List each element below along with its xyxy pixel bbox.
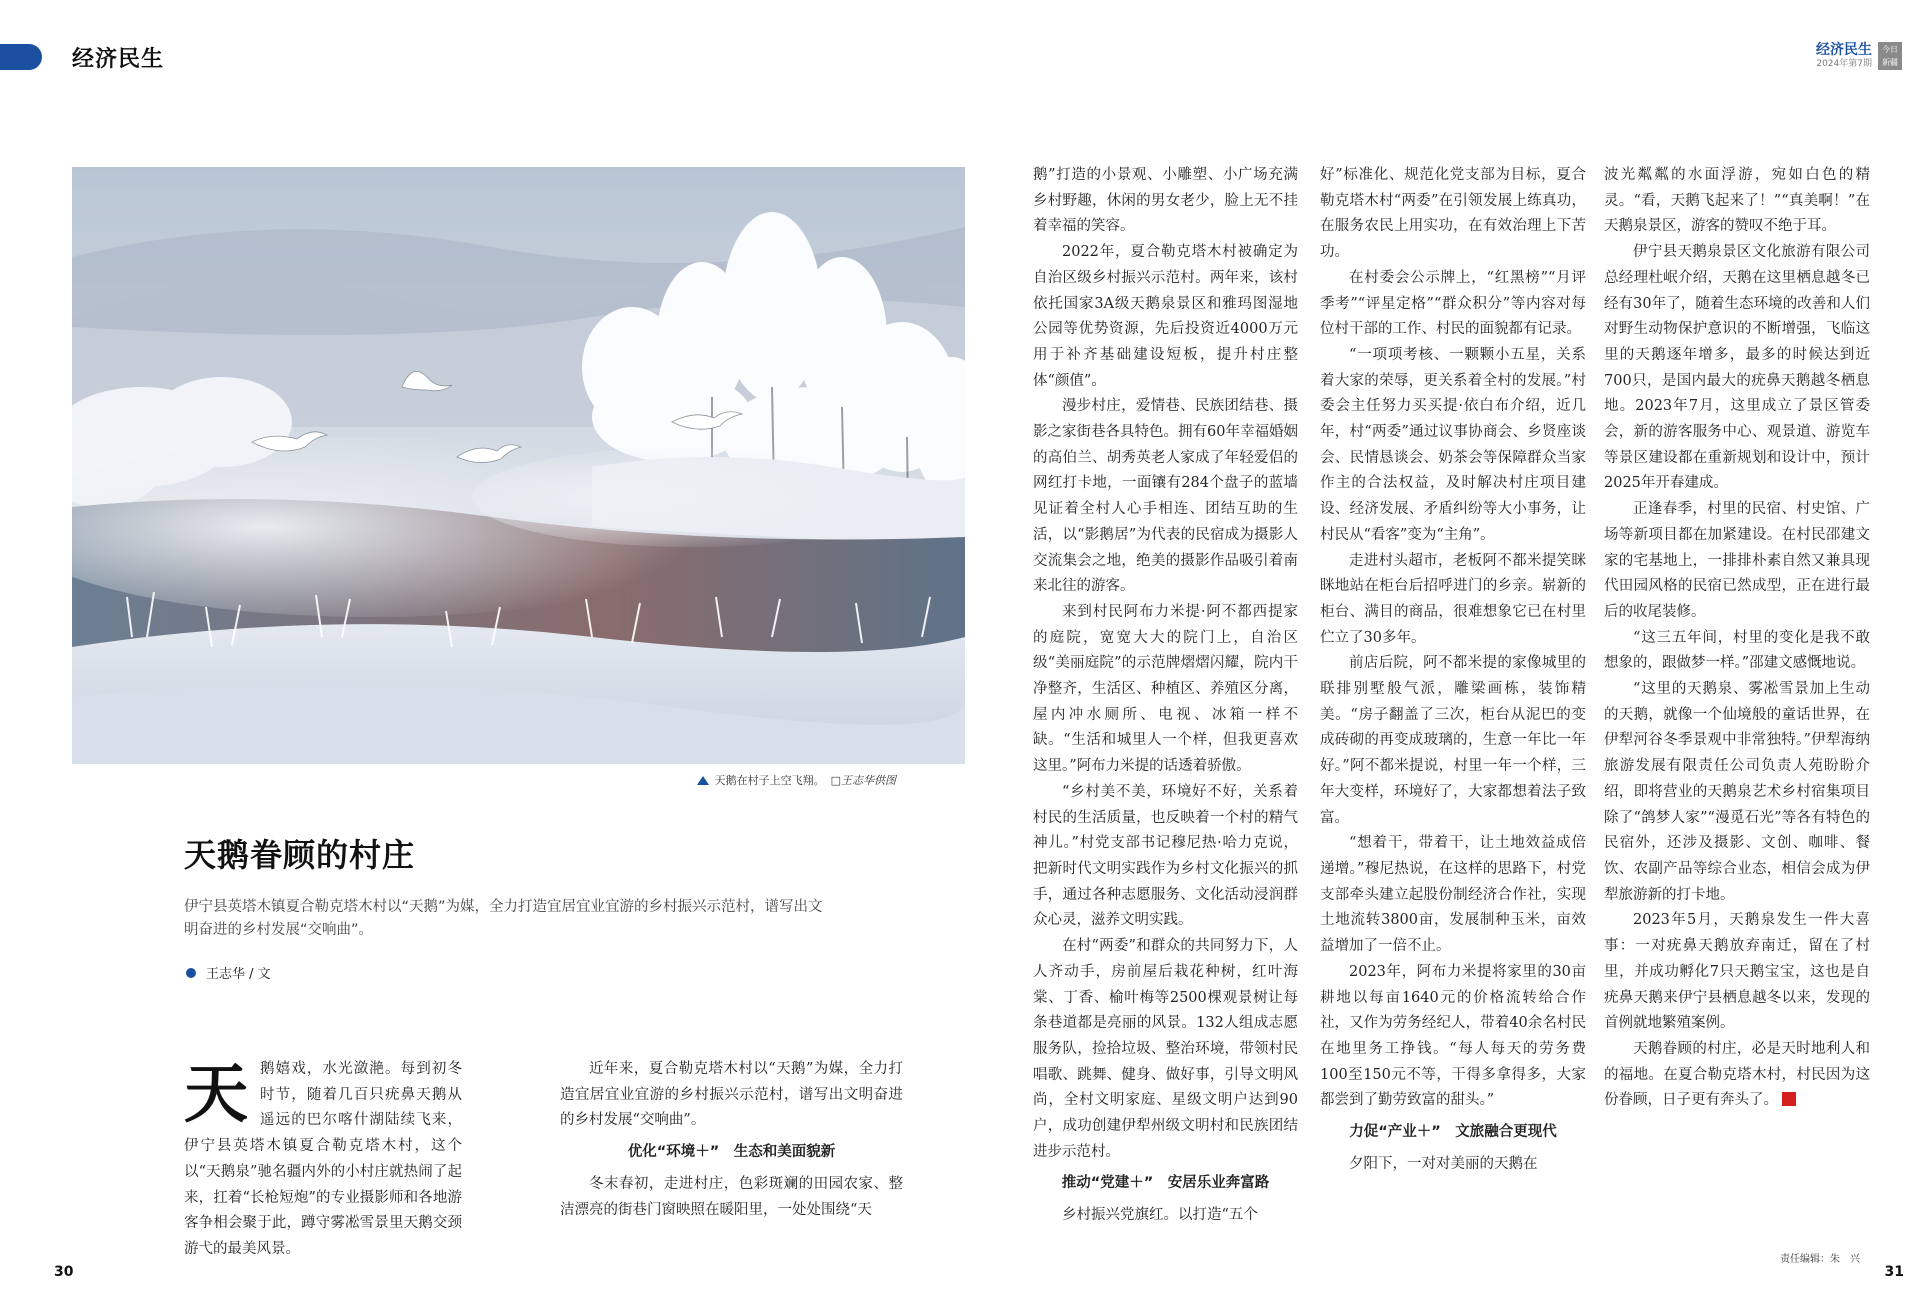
responsible-editor: 责任编辑：朱 兴 (1780, 1254, 1860, 1265)
caption-credit: □王志华供图 (830, 774, 896, 787)
paragraph: 在村“两委”和群众的共同努力下，人人齐动手，房前屋后栽花种树，红叶海棠、丁香、榆叶梅等2500棵观景树让每条巷道都是亮丽的风景。132人组成志愿服务队，捡拾垃圾、整治环境，带领村民唱歌、跳舞、健身、做好事，引导文明风尚，全村文明家庭、星级文明户达到90户，成功创建伊犁州级文明村和民族团结进步示范村。 (1033, 938, 1298, 1160)
masthead-text (1816, 42, 1872, 70)
paragraph: 夕阳下，一对对美丽的天鹅在 (1349, 1155, 1538, 1172)
section-title: 经济民生 (72, 46, 165, 72)
paragraph: 来到村民阿布力米提·阿不都西提家的庭院，宽宽大大的院门上，自治区级“美丽庭院”的示范牌熠熠闪耀，院内干净整齐，生活区、种植区、养殖区分离，屋内冲水厕所、电视、冰箱一样不缺。“生活和城里人一个样，但我更喜欢这里。”阿布力米提的话透着骄傲。 (1033, 603, 1298, 775)
paragraph: 在村委会公示牌上，“红黑榜”“月评季考”“评星定格”“群众积分”等内容对每位村干部的工作、村民的面貌都有记录。 (1320, 269, 1586, 338)
subheading: 力促“产业＋” 文旅融合更现代 (1349, 1124, 1557, 1141)
paragraph: “想着干，带着干，让土地效益成倍递增。”穆尼热说，在这样的思路下，村党支部牵头建立起股份制经济合作社，实现土地流转3800亩，发展制种玉米，亩效益增加了一倍不止。 (1320, 835, 1586, 955)
magazine-logo (1878, 42, 1902, 70)
paragraph: 冬末春初，走进村庄，色彩斑斓的田园农家、整洁漂亮的街巷门窗映照在暖阳里，一处处围绕“天 (560, 1175, 903, 1218)
paragraph: 伊宁县天鹅泉景区文化旅游有限公司总经理杜岷介绍，天鹅在这里栖息越冬已经有30年了，随着生态环境的改善和人们对野生动物保护意识的不断增强，飞临这里的天鹅逐年增多，最多的时候达到近700只，是国内最大的疣鼻天鹅越冬栖息地。2023年7月，这里成立了景区管委会，新的游客服务中心、观景道、游览车等景区建设都在重新规划和设计中，预计2025年开春建成。 (1604, 244, 1870, 492)
paragraph: 漫步村庄，爱情巷、民族团结巷、摄影之家街巷各具特色。拥有60年幸福婚姻的高伯兰、胡秀英老人家成了年轻爱侣的网红打卡地，一面镶有284个盘子的蓝墙见证着全村人心手相连、团结互助的生活，以“影鹅居”为代表的民宿成为摄影人交流集会之地，绝美的摄影作品吸引着南来北往的游客。 (1033, 398, 1298, 595)
paragraph: 2022年，夏合勒克塔木村被确定为自治区级乡村振兴示范村。两年来，该村依托国家3A级天鹅泉景区和雅玛图湿地公园等优势资源，先后投资近4000万元用于补齐基础建设短板，提升村庄整体“颜值”。 (1033, 244, 1298, 389)
bullet-dot-icon (186, 968, 196, 978)
paragraph: 鹅”打造的小景观、小雕塑、小广场充满乡村野趣，休闲的男女老少，脸上无不挂着幸福的笑容。 (1033, 167, 1298, 235)
final-paragraph (1604, 1037, 1870, 1114)
paragraph: 近年来，夏合勒克塔木村以“天鹅”为媒，全力打造宜居宜业宜游的乡村振兴示范村，谱写出文明奋进的乡村发展“交响曲”。 (560, 1061, 903, 1129)
text-column-2 (560, 1057, 903, 1223)
masthead-section: 经济民生 (1816, 42, 1872, 58)
triangle-up-icon (697, 776, 709, 785)
paragraph: 乡村振兴党旗红。以打造“五个 (1062, 1207, 1258, 1224)
paragraph: 鹅嬉戏，水光潋滟。每到初冬时节，随着几百只疣鼻天鹅从遥远的巴尔喀什湖陆续飞来，伊宁县英塔木镇夏合勒克塔木村，这个以“天鹅泉”驰名疆内外的小村庄就热闹了起来，扛着“长枪短炮”的专业摄影师和各地游客争相会聚于此，蹲守雾凇雪景里天鹅交颈游弋的最美风景。 (184, 1061, 462, 1257)
logo-line-1: 今日 (1882, 45, 1898, 54)
issue-number: 2024年第7期 (1816, 59, 1872, 69)
page-number-left: 30 (54, 1264, 74, 1280)
drop-cap: 天 (184, 1057, 248, 1132)
masthead (1816, 42, 1902, 70)
byline (186, 963, 271, 982)
photo-illustration (72, 167, 965, 764)
page-number-right: 31 (1884, 1264, 1904, 1280)
paragraph: “这里的天鹅泉、雾凇雪景加上生动的天鹅，就像一个仙境般的童话世界，在伊犁河谷冬季景观中非常独特。”伊犁海纳旅游发展有限责任公司负责人苑盼盼介绍，即将营业的天鹅泉艺术乡村宿集项目除了“鸽梦人家”“漫觅石光”等各有特色的民宿外，还涉及摄影、文创、咖啡、餐饮、农副产品等综合业态，相信会成为伊犁旅游新的打卡地。 (1604, 681, 1870, 903)
section-tab-marker (0, 44, 42, 70)
paragraph: 2023年，阿布力米提将家里的30亩耕地以每亩1640元的价格流转给合作社，又作为劳务经纪人，带着40余名村民在地里务工挣钱。“每人每天的劳务费100至150元不等，干得多拿得多，大家都尝到了勤劳致富的甜头。” (1320, 963, 1586, 1109)
paragraph: 2023年5月，天鹅泉发生一件大喜事：一对疣鼻天鹅放弃南迁，留在了村里，并成功孵化7只天鹅宝宝，这也是自疣鼻天鹅来伊宁县栖息越冬以来，发现的首例就地繁殖案例。 (1604, 912, 1870, 1032)
text-column-4 (1320, 163, 1586, 1177)
byline-author: 王志华 / 文 (206, 967, 271, 982)
subheading: 优化“环境＋” 生态和美面貌新 (627, 1144, 836, 1161)
paragraph: 波光粼粼的水面浮游，宛如白色的精灵。“看，天鹅飞起来了！”“真美啊！”在天鹅泉景区，游客的赞叹不绝于耳。 (1604, 167, 1870, 235)
paragraph: 好”标准化、规范化党支部为目标，夏合勒克塔木村“两委”在引领发展上练真功，在服务农民上用实功，在有效治理上下苦功。 (1320, 167, 1586, 261)
caption-text: 天鹅在村子上空飞翔。 (714, 774, 825, 787)
photo-caption (697, 772, 896, 788)
text-column-3 (1033, 163, 1298, 1229)
paragraph: 正逢春季，村里的民宿、村史馆、广场等新项目都在加紧建设。在村民邵建文家的宅基地上，一排排朴素自然又兼具现代田园风格的民宿已然成型，正在进行最后的收尾装修。 (1604, 501, 1870, 620)
text-column-1 (184, 1057, 462, 1263)
end-mark-icon (1782, 1092, 1796, 1106)
paragraph: “这三五年间，村里的变化是我不敢想象的，跟做梦一样。”邵建文感慨地说。 (1604, 629, 1870, 672)
article-title: 天鹅眷顾的村庄 (184, 836, 416, 874)
article-lead: 伊宁县英塔木镇夏合勒克塔木村以“天鹅”为媒，全力打造宜居宜业宜游的乡村振兴示范村，谱写出文明奋进的乡村发展“交响曲”。 (184, 899, 823, 938)
paragraph: 前店后院，阿不都米提的家像城里的联排别墅般气派，雕梁画栋，装饰精美。“房子翻盖了三次，柜台从泥巴的变成砖砌的再变成玻璃的，生意一年比一年好。”阿不都米提说，村里一年一个样，三年大变样，环境好了，大家都想着法子致富。 (1320, 655, 1586, 826)
swans-photo (72, 167, 965, 764)
subheading: 推动“党建＋” 安居乐业奔富路 (1061, 1175, 1270, 1192)
logo-line-2: 新疆 (1882, 58, 1898, 67)
text-column-5 (1604, 163, 1870, 1114)
paragraph: “一项项考核、一颗颗小五星，关系着大家的荣辱，更关系着全村的发展。”村委会主任努力买买提·依白布介绍，近几年，村“两委”通过议事协商会、乡贤座谈会、民情恳谈会、奶茶会等保障群众当家作主的合法权益，及时解决村庄项目建设、经济发展、矛盾纠纷等大小事务，让村民从“看客”变为“主角”。 (1320, 346, 1586, 543)
paragraph: 走进村头超市，老板阿不都米提笑眯眯地站在柜台后招呼进门的乡亲。崭新的柜台、满目的商品，很难想象它已在村里伫立了30多年。 (1320, 552, 1586, 646)
paragraph-text: 天鹅眷顾的村庄，必是天时地利人和的福地。在夏合勒克塔木村，村民因为这份眷顾，日子更有奔头了。 (1604, 1040, 1870, 1109)
paragraph: “乡村美不美，环境好不好，关系着村民的生活质量，也反映着一个村的精气神儿。”村党支部书记穆尼热·哈力克说，把新时代文明实践作为乡村文化振兴的抓手，通过各种志愿服务、文化活动浸润群众心灵，滋养文明实践。 (1033, 783, 1298, 929)
